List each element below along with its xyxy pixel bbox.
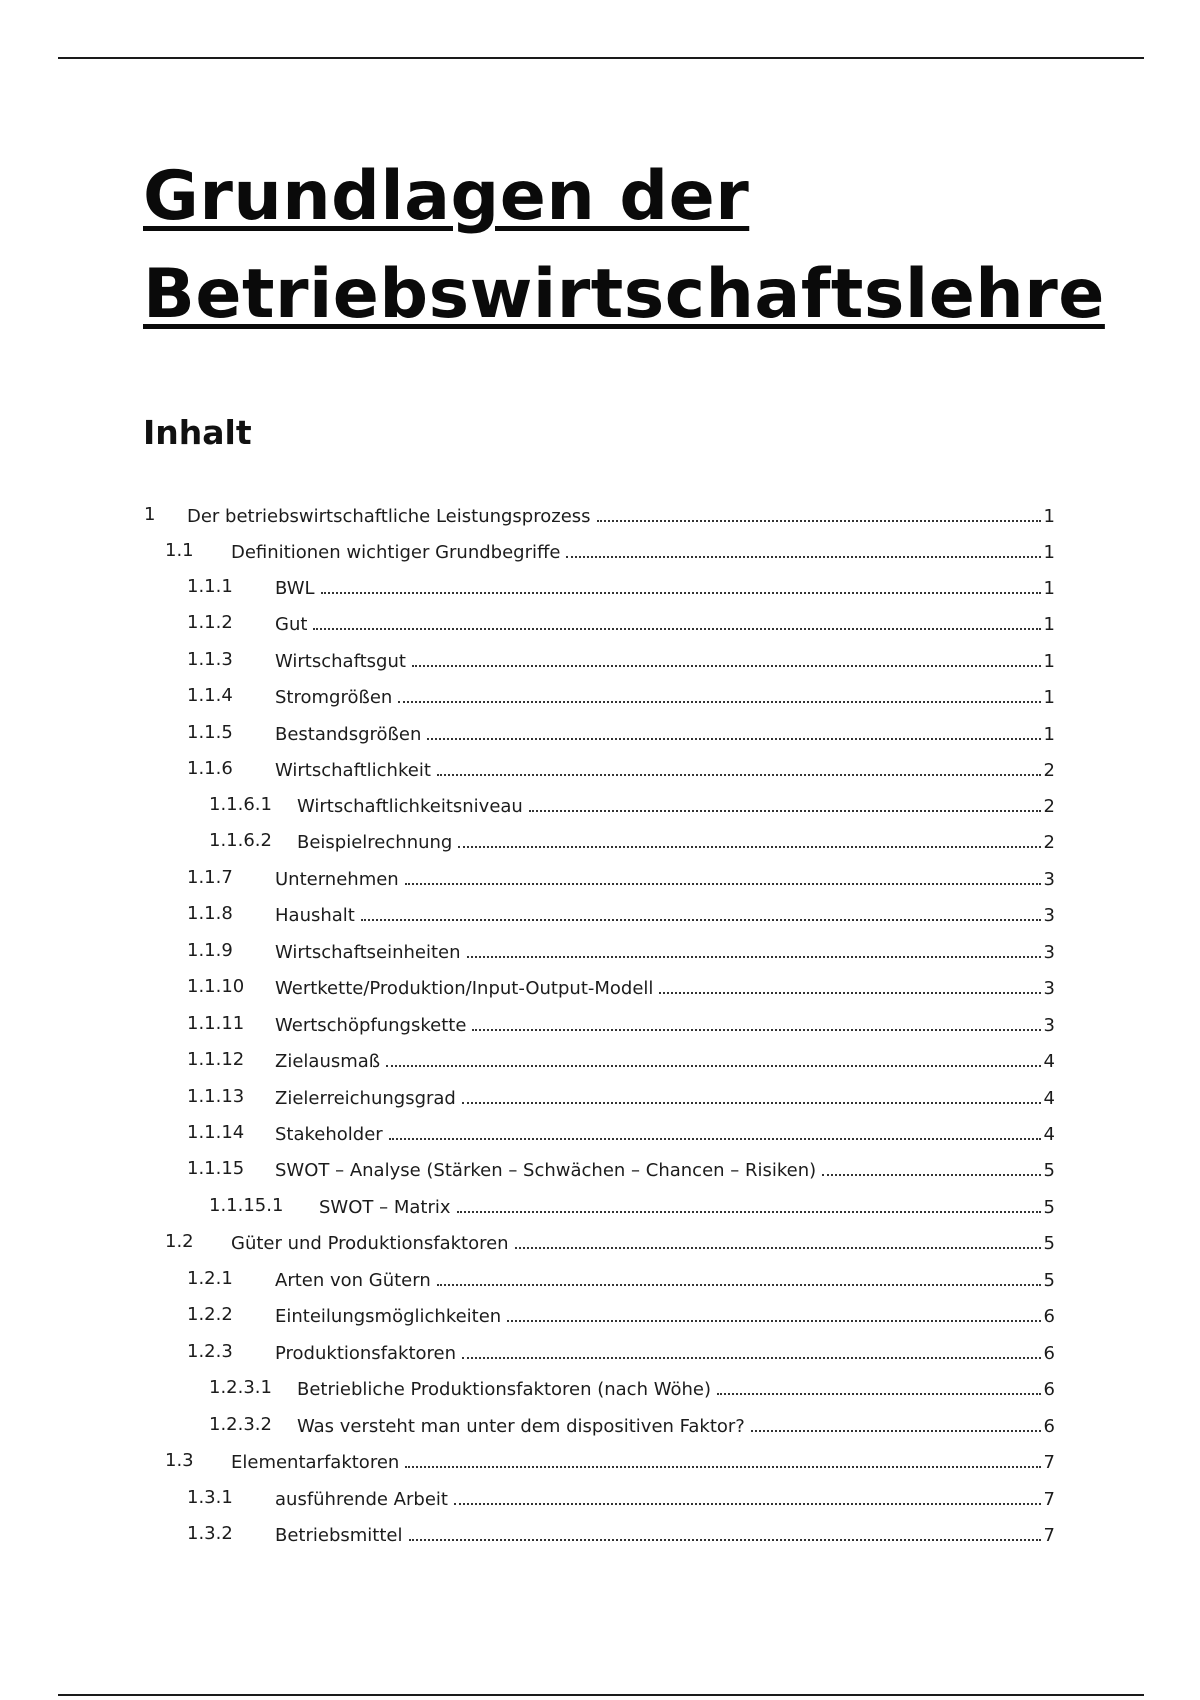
toc-entry-page-number: 6 xyxy=(1043,1379,1055,1400)
toc-dot-leader xyxy=(405,863,1041,885)
toc-entry[interactable] xyxy=(0,1264,1200,1294)
toc-entry-number: 1.2.1 xyxy=(187,1268,233,1289)
toc-entry-title: Zielausmaß xyxy=(275,1051,381,1072)
toc-entry-row xyxy=(275,1264,1055,1296)
toc-entry[interactable] xyxy=(0,1410,1200,1440)
toc-entry-title: Wirtschaftseinheiten xyxy=(275,942,461,963)
toc-dot-leader xyxy=(566,536,1041,558)
toc-entry-row xyxy=(275,1300,1055,1332)
toc-entry-title: Wirtschaftlichkeitsniveau xyxy=(297,796,523,817)
toc-entry-number: 1.1 xyxy=(165,540,194,561)
toc-entry-page-number: 1 xyxy=(1043,542,1055,563)
toc-entry-row xyxy=(275,936,1055,968)
toc-entry[interactable] xyxy=(0,1337,1200,1367)
toc-entry-title: Einteilungsmöglichkeiten xyxy=(275,1306,502,1327)
toc-entry-title: BWL xyxy=(275,578,315,599)
toc-entry[interactable] xyxy=(0,718,1200,748)
toc-entry-page-number: 5 xyxy=(1043,1197,1055,1218)
toc-entry-row xyxy=(275,1483,1055,1515)
toc-entry[interactable] xyxy=(0,1483,1200,1513)
toc-entry-row xyxy=(275,899,1055,931)
toc-dot-leader xyxy=(717,1373,1041,1395)
toc-dot-leader xyxy=(361,899,1041,921)
toc-entry-number: 1.1.6.1 xyxy=(209,794,272,815)
toc-dot-leader xyxy=(405,1446,1041,1468)
toc-entry-page-number: 5 xyxy=(1043,1270,1055,1291)
toc-entry-title: Zielerreichungsgrad xyxy=(275,1088,456,1109)
toc-entry-row xyxy=(275,1082,1055,1114)
toc-entry-title: Betriebliche Produktionsfaktoren (nach Wöhe) xyxy=(297,1379,711,1400)
toc-dot-leader xyxy=(597,500,1041,522)
toc-entry-title: Wertschöpfungskette xyxy=(275,1015,467,1036)
toc-entry-title: Haushalt xyxy=(275,905,355,926)
toc-entry[interactable] xyxy=(0,1045,1200,1075)
toc-entry-number: 1.2.3.2 xyxy=(209,1414,272,1435)
toc-dot-leader xyxy=(529,790,1041,812)
toc-entry-row xyxy=(275,972,1055,1004)
toc-entry-title: Beispielrechnung xyxy=(297,832,453,853)
toc-entry-page-number: 5 xyxy=(1043,1160,1055,1181)
toc-dot-leader xyxy=(458,826,1041,848)
toc-entry-row xyxy=(275,681,1055,713)
toc-entry[interactable] xyxy=(0,1227,1200,1257)
toc-entry[interactable] xyxy=(0,681,1200,711)
toc-entry[interactable] xyxy=(0,645,1200,675)
toc-entry-page-number: 4 xyxy=(1043,1051,1055,1072)
toc-entry-title: Was versteht man unter dem dispositiven Faktor? xyxy=(297,1416,745,1437)
toc-dot-leader xyxy=(462,1337,1041,1359)
toc-entry-row xyxy=(297,826,1055,858)
toc-dot-leader xyxy=(659,972,1041,994)
toc-dot-leader xyxy=(462,1082,1041,1104)
toc-entry-row xyxy=(275,1337,1055,1369)
toc-entry[interactable] xyxy=(0,826,1200,856)
toc-entry-title: Güter und Produktionsfaktoren xyxy=(231,1233,509,1254)
toc-entry-page-number: 2 xyxy=(1043,832,1055,853)
toc-dot-leader xyxy=(751,1410,1041,1432)
toc-entry[interactable] xyxy=(0,1373,1200,1403)
toc-entry-number: 1.1.14 xyxy=(187,1122,245,1143)
toc-dot-leader xyxy=(515,1227,1041,1249)
toc-heading: Inhalt xyxy=(143,413,252,452)
toc-entry-number: 1 xyxy=(144,504,156,525)
toc-entry[interactable] xyxy=(0,899,1200,929)
toc-entry-number: 1.1.8 xyxy=(187,903,233,924)
toc-entry-page-number: 1 xyxy=(1043,687,1055,708)
toc-entry[interactable] xyxy=(0,1009,1200,1039)
toc-entry-number: 1.1.3 xyxy=(187,649,233,670)
toc-entry[interactable] xyxy=(0,1446,1200,1476)
toc-entry-number: 1.1.6.2 xyxy=(209,830,272,851)
document-title-line-2: Betriebswirtschaftslehre xyxy=(143,255,1105,334)
toc-dot-leader xyxy=(437,1264,1041,1286)
toc-dot-leader xyxy=(427,718,1041,740)
toc-entry-page-number: 3 xyxy=(1043,869,1055,890)
toc-dot-leader xyxy=(822,1154,1041,1176)
toc-entry-page-number: 1 xyxy=(1043,506,1055,527)
toc-entry-row xyxy=(297,790,1055,822)
document-title xyxy=(143,148,1105,344)
toc-entry-row xyxy=(275,1045,1055,1077)
toc-entry-number: 1.2.3.1 xyxy=(209,1377,272,1398)
toc-entry-page-number: 3 xyxy=(1043,905,1055,926)
document-title-line-1: Grundlagen der xyxy=(143,157,750,236)
toc-entry-title: Unternehmen xyxy=(275,869,399,890)
toc-dot-leader xyxy=(321,572,1041,594)
toc-dot-leader xyxy=(457,1191,1041,1213)
toc-entry-title: SWOT – Matrix xyxy=(319,1197,451,1218)
toc-entry-page-number: 7 xyxy=(1043,1452,1055,1473)
toc-entry-row xyxy=(275,1519,1055,1551)
toc-entry-number: 1.2.3 xyxy=(187,1341,233,1362)
toc-entry-row xyxy=(275,718,1055,750)
toc-entry-page-number: 1 xyxy=(1043,724,1055,745)
toc-entry[interactable] xyxy=(0,572,1200,602)
toc-entry-page-number: 2 xyxy=(1043,760,1055,781)
toc-dot-leader xyxy=(398,681,1041,703)
toc-entry-row xyxy=(275,863,1055,895)
toc-entry-page-number: 7 xyxy=(1043,1525,1055,1546)
toc-entry-number: 1.1.15 xyxy=(187,1158,245,1179)
toc-entry-number: 1.1.1 xyxy=(187,576,233,597)
toc-entry-row xyxy=(275,1154,1055,1186)
toc-entry-number: 1.1.6 xyxy=(187,758,233,779)
toc-entry-number: 1.1.11 xyxy=(187,1013,245,1034)
toc-entry-number: 1.3 xyxy=(165,1450,194,1471)
toc-entry[interactable] xyxy=(0,1118,1200,1148)
toc-entry-number: 1.1.4 xyxy=(187,685,233,706)
toc-entry-title: Wirtschaftsgut xyxy=(275,651,406,672)
toc-entry-title: ausführende Arbeit xyxy=(275,1489,448,1510)
toc-entry-title: Produktionsfaktoren xyxy=(275,1343,457,1364)
toc-dot-leader xyxy=(389,1118,1041,1140)
toc-entry-page-number: 1 xyxy=(1043,651,1055,672)
toc-entry-number: 1.3.2 xyxy=(187,1523,233,1544)
toc-entry-number: 1.3.1 xyxy=(187,1487,233,1508)
toc-entry-page-number: 3 xyxy=(1043,942,1055,963)
toc-entry[interactable] xyxy=(0,500,1200,530)
toc-entry-title: Definitionen wichtiger Grundbegriffe xyxy=(231,542,561,563)
toc-entry[interactable] xyxy=(0,972,1200,1002)
toc-entry-row xyxy=(187,500,1055,532)
toc-dot-leader xyxy=(409,1519,1042,1541)
toc-dot-leader xyxy=(467,936,1041,958)
toc-entry-row xyxy=(297,1373,1055,1405)
toc-entry-row xyxy=(231,1227,1055,1259)
toc-entry-number: 1.1.10 xyxy=(187,976,245,997)
toc-entry-number: 1.1.12 xyxy=(187,1049,245,1070)
toc-dot-leader xyxy=(472,1009,1041,1031)
toc-entry-page-number: 1 xyxy=(1043,614,1055,635)
toc-entry[interactable] xyxy=(0,536,1200,566)
toc-entry-page-number: 1 xyxy=(1043,578,1055,599)
toc-entry-page-number: 5 xyxy=(1043,1233,1055,1254)
toc-entry[interactable] xyxy=(0,936,1200,966)
toc-entry-number: 1.1.2 xyxy=(187,612,233,633)
toc-entry-number: 1.2.2 xyxy=(187,1304,233,1325)
toc-entry[interactable] xyxy=(0,1519,1200,1549)
toc-entry[interactable] xyxy=(0,608,1200,638)
toc-dot-leader xyxy=(507,1300,1041,1322)
toc-entry-number: 1.1.5 xyxy=(187,722,233,743)
toc-entry[interactable] xyxy=(0,754,1200,784)
toc-entry-title: Der betriebswirtschaftliche Leistungsprozess xyxy=(187,506,591,527)
toc-entry[interactable] xyxy=(0,1191,1200,1221)
toc-entry-number: 1.2 xyxy=(165,1231,194,1252)
top-rule xyxy=(58,57,1144,59)
toc-entry-title: Gut xyxy=(275,614,308,635)
toc-entry-title: Stromgrößen xyxy=(275,687,393,708)
toc-entry-row xyxy=(275,1118,1055,1150)
bottom-rule xyxy=(58,1694,1144,1696)
toc-entry-number: 1.1.9 xyxy=(187,940,233,961)
toc-dot-leader xyxy=(454,1483,1041,1505)
toc-entry-row xyxy=(275,754,1055,786)
toc-entry-row xyxy=(275,645,1055,677)
toc-entry-number: 1.1.7 xyxy=(187,867,233,888)
toc-entry[interactable] xyxy=(0,1082,1200,1112)
toc-entry[interactable] xyxy=(0,1300,1200,1330)
toc-entry-number: 1.1.15.1 xyxy=(209,1195,284,1216)
toc-entry[interactable] xyxy=(0,790,1200,820)
toc-entry-row xyxy=(297,1410,1055,1442)
toc-entry-page-number: 7 xyxy=(1043,1489,1055,1510)
toc-entry-row xyxy=(275,608,1055,640)
toc-entry-row xyxy=(231,1446,1055,1478)
toc-entry-page-number: 6 xyxy=(1043,1306,1055,1327)
toc-entry-row xyxy=(319,1191,1055,1223)
toc-entry-page-number: 3 xyxy=(1043,978,1055,999)
toc-entry-page-number: 6 xyxy=(1043,1343,1055,1364)
toc-entry-row xyxy=(231,536,1055,568)
toc-entry[interactable] xyxy=(0,1154,1200,1184)
toc-entry-title: Bestandsgrößen xyxy=(275,724,422,745)
toc-entry-page-number: 4 xyxy=(1043,1124,1055,1145)
toc-entry-title: Betriebsmittel xyxy=(275,1525,403,1546)
toc-entry-page-number: 3 xyxy=(1043,1015,1055,1036)
toc-dot-leader xyxy=(412,645,1041,667)
toc-dot-leader xyxy=(386,1045,1041,1067)
toc-dot-leader xyxy=(437,754,1041,776)
toc-entry-row xyxy=(275,572,1055,604)
toc-entry-title: Stakeholder xyxy=(275,1124,383,1145)
toc-entry-row xyxy=(275,1009,1055,1041)
toc-entry-title: Wertkette/Produktion/Input-Output-Modell xyxy=(275,978,654,999)
toc-entry-page-number: 4 xyxy=(1043,1088,1055,1109)
toc-entry-title: SWOT – Analyse (Stärken – Schwächen – Chancen – Risiken) xyxy=(275,1160,817,1181)
toc-entry-number: 1.1.13 xyxy=(187,1086,245,1107)
toc-entry-page-number: 6 xyxy=(1043,1416,1055,1437)
toc-entry-page-number: 2 xyxy=(1043,796,1055,817)
toc-dot-leader xyxy=(313,608,1041,630)
toc-entry-title: Wirtschaftlichkeit xyxy=(275,760,431,781)
toc-entry[interactable] xyxy=(0,863,1200,893)
toc-entry-title: Arten von Gütern xyxy=(275,1270,431,1291)
toc-entry-title: Elementarfaktoren xyxy=(231,1452,400,1473)
